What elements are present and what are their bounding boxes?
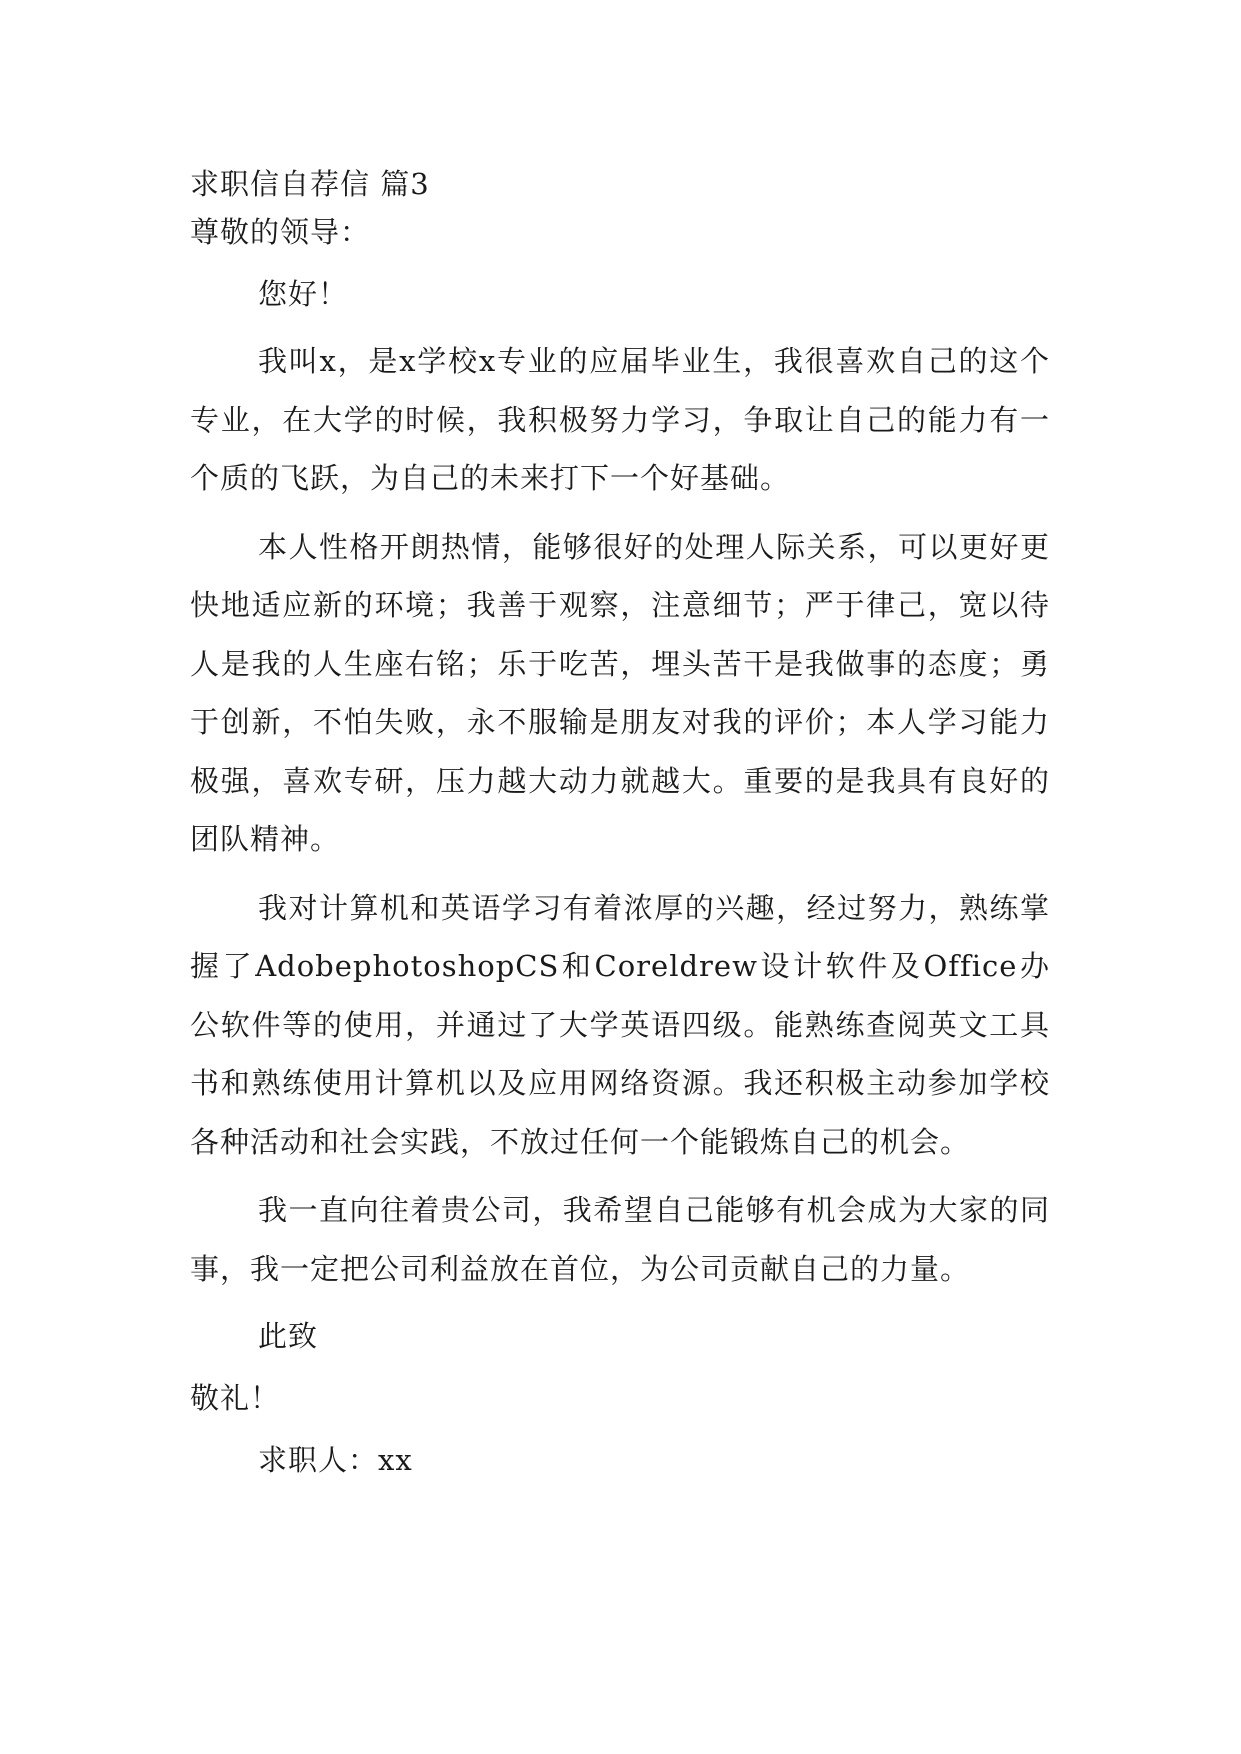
paragraph-skills: 我对计算机和英语学习有着浓厚的兴趣，经过努力，熟练掌握了AdobephotoshopCS和Coreldrew设计软件及Office办公软件等的使用，并通过了大学英语四级。能熟练查阅英文工具书和熟练使用计算机以及应用网络资源。我还积极主动参加学校各种活动和社会实践，不放过任何一个能锻炼自己的机会。 [190, 890, 1050, 1159]
paragraph-personality: 本人性格开朗热情，能够很好的处理人际关系，可以更好更快地适应新的环境；我善于观察，注意细节；严于律己，宽以待人是我的人生座右铭；乐于吃苦，埋头苦干是我做事的态度；勇于创新，不怕失败，永不服输是朋友对我的评价；本人学习能力极强，喜欢专研，压力越大动力就越大。重要的是我具有良好的团队精神。 [190, 529, 1050, 856]
salutation: 尊敬的领导： [190, 215, 371, 249]
greeting: 您好！ [258, 277, 349, 311]
closing-jing-li: 敬礼！ [190, 1381, 281, 1415]
document-heading: 求职信自荐信 篇3 [190, 167, 430, 201]
signature: 求职人：xx [258, 1443, 413, 1477]
letter-body [190, 160, 1050, 1484]
closing-ci-zhi: 此致 [258, 1319, 319, 1353]
paragraph-aspiration: 我一直向往着贵公司，我希望自己能够有机会成为大家的同事，我一定把公司利益放在首位，为公司贡献自己的力量。 [190, 1193, 1050, 1286]
paragraph-intro: 我叫x，是x学校x专业的应届毕业生，我很喜欢自己的这个专业，在大学的时候，我积极努力学习，争取让自己的能力有一个质的飞跃，为自己的未来打下一个好基础。 [190, 344, 1050, 495]
